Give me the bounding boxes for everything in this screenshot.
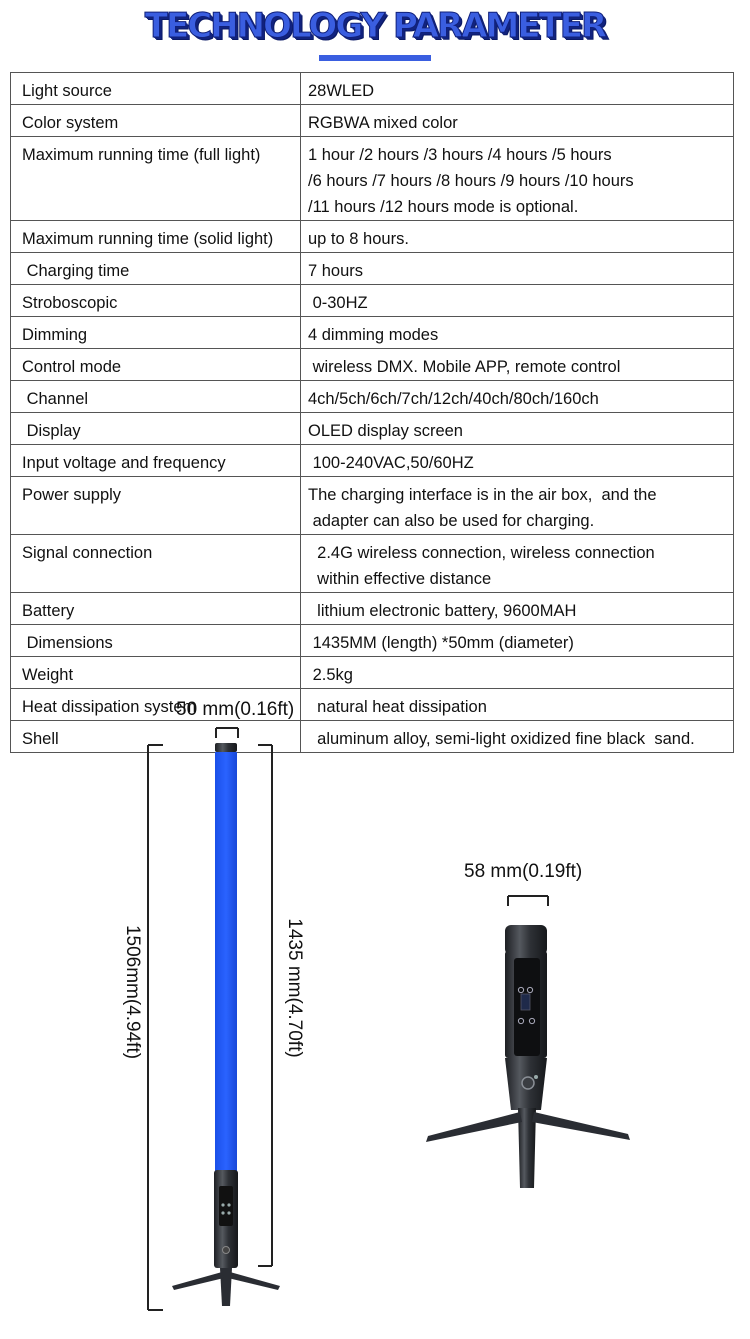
total-height-label: 1506mm(4.94ft) [122,924,143,1060]
spec-row [11,721,734,753]
spec-value-line: /11 hours /12 hours mode is optional. [308,198,579,216]
spec-row [11,221,734,253]
spec-value-line: aluminum alloy, semi-light oxidized fine black sand. [308,730,695,748]
spec-value-line: wireless DMX. Mobile APP, remote control [308,358,621,376]
spec-label [11,445,301,477]
spec-row [11,73,734,105]
spec-label-text: Stroboscopic [22,294,118,312]
spec-label [11,593,301,625]
spec-value [301,445,734,477]
spec-label-text: Dimming [22,326,88,344]
spec-value-line: 4 dimming modes [308,326,439,344]
spec-label-text: Signal connection [22,544,153,562]
spec-row [11,445,734,477]
tube-width-label: 50 mm(0.16ft) [176,699,295,720]
spec-label-text: Weight [22,666,74,684]
spec-label-text: Shell [22,730,59,748]
spec-value [301,381,734,413]
spec-row [11,285,734,317]
spec-value-line: adapter can also be used for charging. [308,512,595,530]
spec-row [11,657,734,689]
spec-label [11,221,301,253]
spec-label-text: Maximum running time (solid light) [22,230,274,248]
base-width-label: 58 mm(0.19ft) [464,861,583,882]
spec-label [11,105,301,137]
spec-value [301,721,734,753]
spec-value [301,73,734,105]
spec-value-line: within effective distance [308,570,492,588]
spec-label [11,137,301,221]
spec-table-body [11,73,734,753]
spec-label [11,349,301,381]
base-unit-closeup [426,925,630,1188]
spec-label-text: Input voltage and frequency [22,454,226,472]
spec-value [301,477,734,535]
tube-length-bracket [258,745,272,1266]
spec-value-line: lithium electronic battery, 9600MAH [308,602,577,620]
spec-row [11,349,734,381]
spec-value-line: OLED display screen [308,422,463,440]
spec-value [301,105,734,137]
spec-label [11,721,301,753]
spec-label-text: Charging time [22,262,130,280]
spec-value-line: 1435MM (length) *50mm (diameter) [308,634,574,652]
spec-value [301,593,734,625]
spec-label [11,413,301,445]
spec-label [11,477,301,535]
spec-label [11,657,301,689]
spec-value-line: 1 hour /2 hours /3 hours /4 hours /5 hours [308,146,612,164]
spec-value [301,221,734,253]
spec-row [11,253,734,285]
spec-value [301,689,734,721]
tube-length-label: 1435 mm(4.70ft) [284,918,305,1058]
spec-value [301,253,734,285]
spec-value-line: /6 hours /7 hours /8 hours /9 hours /10 hours [308,172,634,190]
spec-value-line: RGBWA mixed color [308,114,458,132]
spec-label-text: Dimensions [22,634,113,652]
spec-label-text: Display [22,422,81,440]
spec-label [11,317,301,349]
spec-row [11,625,734,657]
spec-value [301,625,734,657]
spec-value [301,413,734,445]
spec-row [11,593,734,625]
spec-label-text: Battery [22,602,75,620]
spec-table [10,72,734,753]
spec-value-line: 100-240VAC,50/60HZ [308,454,474,472]
spec-row [11,137,734,221]
total-height-bracket [148,745,163,1310]
spec-value-line: 7 hours [308,262,364,280]
spec-value-line: 2.5kg [308,666,353,684]
spec-value-line: 28WLED [308,82,375,100]
spec-value [301,285,734,317]
spec-label [11,625,301,657]
page-title: TECHNOLOGY PARAMETER [144,6,606,46]
spec-label [11,285,301,317]
base-width-bracket [508,896,548,906]
spec-label [11,381,301,413]
spec-label-text: Channel [22,390,89,408]
spec-label [11,535,301,593]
spec-value-line: natural heat dissipation [308,698,487,716]
spec-label-text: Light source [22,82,112,100]
spec-value-line: 2.4G wireless connection, wireless connection [308,544,655,562]
spec-row [11,317,734,349]
spec-row [11,689,734,721]
spec-value-line: 0-30HZ [308,294,368,312]
spec-row [11,105,734,137]
spec-row [11,477,734,535]
spec-label [11,73,301,105]
spec-value-line: up to 8 hours. [308,230,409,248]
spec-value [301,349,734,381]
spec-row [11,381,734,413]
spec-value [301,657,734,689]
spec-value [301,535,734,593]
spec-label-text: Control mode [22,358,122,376]
title-underline [319,55,431,61]
spec-label-text: Heat dissipation system [22,698,197,716]
spec-value-line: The charging interface is in the air box, and the [308,486,657,504]
spec-label [11,253,301,285]
tube-light [172,743,280,1306]
spec-row [11,535,734,593]
spec-label-text: Maximum running time (full light) [22,146,261,164]
spec-label-text: Color system [22,114,119,132]
spec-value-line: 4ch/5ch/6ch/7ch/12ch/40ch/80ch/160ch [308,390,599,408]
spec-label-text: Power supply [22,486,122,504]
spec-row [11,413,734,445]
spec-value [301,317,734,349]
spec-value [301,137,734,221]
